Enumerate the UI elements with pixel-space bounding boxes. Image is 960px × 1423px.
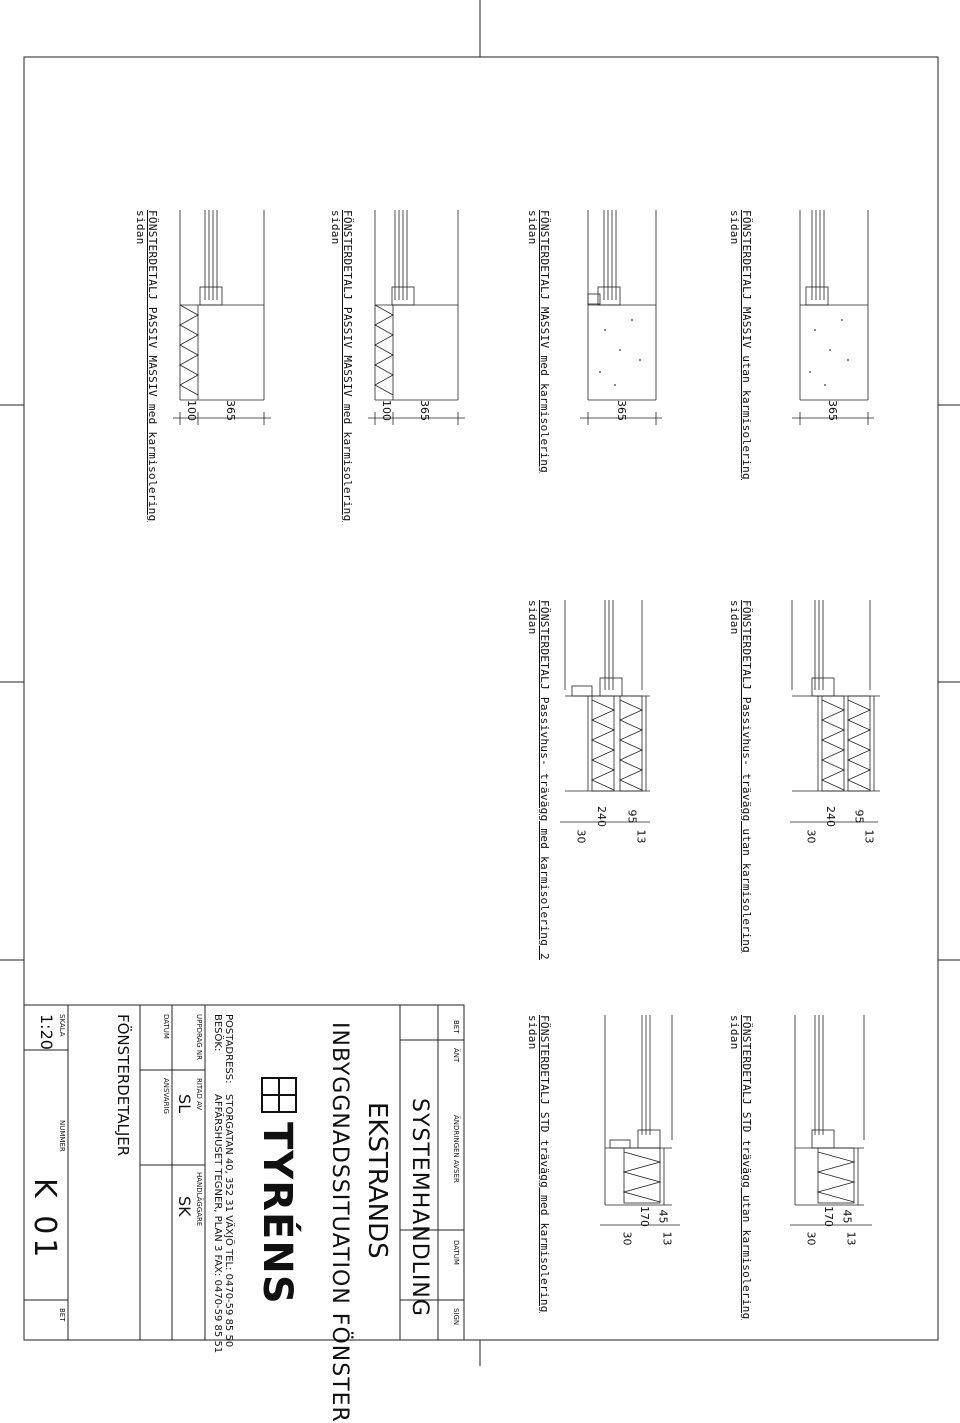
detail-title: FÖNSTERDETALJ STD trävägg utan karmisolering	[740, 1015, 753, 1320]
dim-text: 240	[595, 806, 608, 827]
dim-text: 170	[822, 1206, 835, 1227]
dim-text: 365	[826, 400, 839, 421]
dim-text: 240	[824, 806, 837, 827]
detail-sub: sidan	[134, 210, 147, 245]
detail-sub: sidan	[526, 210, 539, 245]
datum-label: DATUM	[162, 1014, 170, 1039]
address-label-2: BESÖK:	[212, 1014, 223, 1052]
handlaggare-label: HANDLÄGGARE	[195, 1172, 203, 1227]
detail-title: FÖNSTERDETALJ Passivhus- trävägg utan karmisolering	[740, 600, 753, 954]
rev-change-header: ÄNDRINGEN AVSER	[452, 1115, 460, 1183]
concrete-hatch-1	[809, 319, 849, 386]
address-line-1: STORGATAN 40, 352 31 VÄXJÖ TEL: 0470-59 85 50	[223, 1094, 234, 1348]
title-block	[24, 1005, 464, 1340]
detail-passivhus-med	[560, 600, 650, 822]
detail-std-utan	[790, 1015, 872, 1225]
detail-label-7	[728, 1015, 752, 1320]
dim-text: 100	[380, 400, 393, 421]
drawing-title: FÖNSTERDETALJER	[114, 1014, 132, 1157]
dim-text: 170	[638, 1206, 651, 1227]
dim-text: 13	[844, 1231, 858, 1246]
dim-text: 365	[224, 400, 237, 421]
detail-sub: sidan	[728, 1015, 741, 1050]
dim-text: 13	[862, 829, 876, 844]
detail-title: FÖNSTERDETALJ MASSIV utan karmisolering	[740, 210, 753, 480]
dim-text: 30	[620, 1231, 634, 1246]
project-title: EKSTRANDS	[362, 1102, 392, 1259]
detail-passiv-massiv-1	[368, 210, 465, 425]
detail-massiv-med	[580, 210, 662, 425]
handlaggare-value: SK	[175, 1196, 194, 1217]
rev-ant-header: ÄNT	[452, 1048, 460, 1063]
detail-label-5	[728, 600, 752, 953]
dim-text: 95	[852, 809, 866, 824]
stage-title: SYSTEMHANDLING	[407, 1098, 432, 1317]
detail-title: FÖNSTERDETALJ PASSIV MASSIV med karmisolering	[146, 210, 159, 522]
address-labels	[212, 1014, 234, 1083]
nummer-value: K 01	[27, 1178, 62, 1262]
address-label-1: POSTADRESS:	[223, 1014, 234, 1084]
uppdrag-label: UPPDRAG NR	[195, 1014, 203, 1060]
dim-text: 30	[804, 829, 818, 844]
address-lines	[212, 1094, 234, 1353]
detail-massiv-utan	[792, 210, 874, 425]
skala-label: SKALA	[58, 1014, 66, 1037]
dim-text: 365	[615, 400, 628, 421]
detail-std-med	[600, 1015, 680, 1225]
drawing-frame	[24, 57, 938, 1340]
detail-label-6	[526, 600, 550, 960]
detail-title: FÖNSTERDETALJ Passivhus- trävägg med karmisolering 2	[538, 600, 551, 960]
detail-label-3	[329, 210, 353, 522]
dim-text: 45	[840, 1209, 854, 1224]
tyrens-logo-mark	[262, 1078, 296, 1112]
dim-text: 13	[634, 829, 648, 844]
detail-sub: sidan	[329, 210, 342, 245]
dim-text: 95	[625, 809, 639, 824]
dim-text: 13	[660, 1231, 674, 1246]
company-logo-text: TYRÉNS	[254, 1122, 300, 1305]
dim-text: 30	[574, 829, 588, 844]
skala-value: 1:20	[37, 1014, 56, 1050]
detail-passiv-massiv-2	[173, 210, 271, 425]
rev-sign-header: SIGN	[452, 1308, 460, 1326]
detail-label-8	[526, 1015, 550, 1313]
dim-text: 30	[804, 1231, 818, 1246]
detail-label-1	[728, 210, 752, 480]
rev-date-header: DATUM	[452, 1240, 460, 1265]
detail-sub: sidan	[526, 1015, 539, 1050]
ritad-label: RITAD AV	[195, 1078, 203, 1111]
dim-text: 45	[656, 1209, 670, 1224]
detail-title: FÖNSTERDETALJ PASSIV MASSIV med karmisolering	[341, 210, 354, 522]
detail-passivhus-utan	[790, 600, 880, 822]
detail-label-2	[526, 210, 550, 473]
detail-sub: sidan	[728, 210, 741, 245]
detail-label-4	[134, 210, 158, 522]
address-line-2: AFFÄRSHUSET TEGNER, PLAN 3 FAX: 0470-59 85 51	[212, 1094, 223, 1354]
detail-title: FÖNSTERDETALJ MASSIV med karmisolering	[538, 210, 551, 474]
ritad-value: SL	[175, 1094, 194, 1114]
bet-label: BET	[58, 1308, 66, 1322]
dim-text: 365	[418, 400, 431, 421]
concrete-hatch-2	[599, 319, 641, 386]
detail-title: FÖNSTERDETALJ STD trävägg med karmisolering	[538, 1015, 551, 1313]
ansvarig-label: ANSVARIG	[162, 1078, 170, 1114]
subject-title: INBYGGNADSSITUATION FÖNSTER	[327, 1022, 352, 1423]
nummer-label: NUMMER	[58, 1120, 66, 1152]
rev-bet-header: BET	[452, 1020, 460, 1034]
dim-text: 100	[185, 400, 198, 421]
detail-sub: sidan	[728, 600, 741, 635]
detail-sub: sidan	[526, 600, 539, 635]
